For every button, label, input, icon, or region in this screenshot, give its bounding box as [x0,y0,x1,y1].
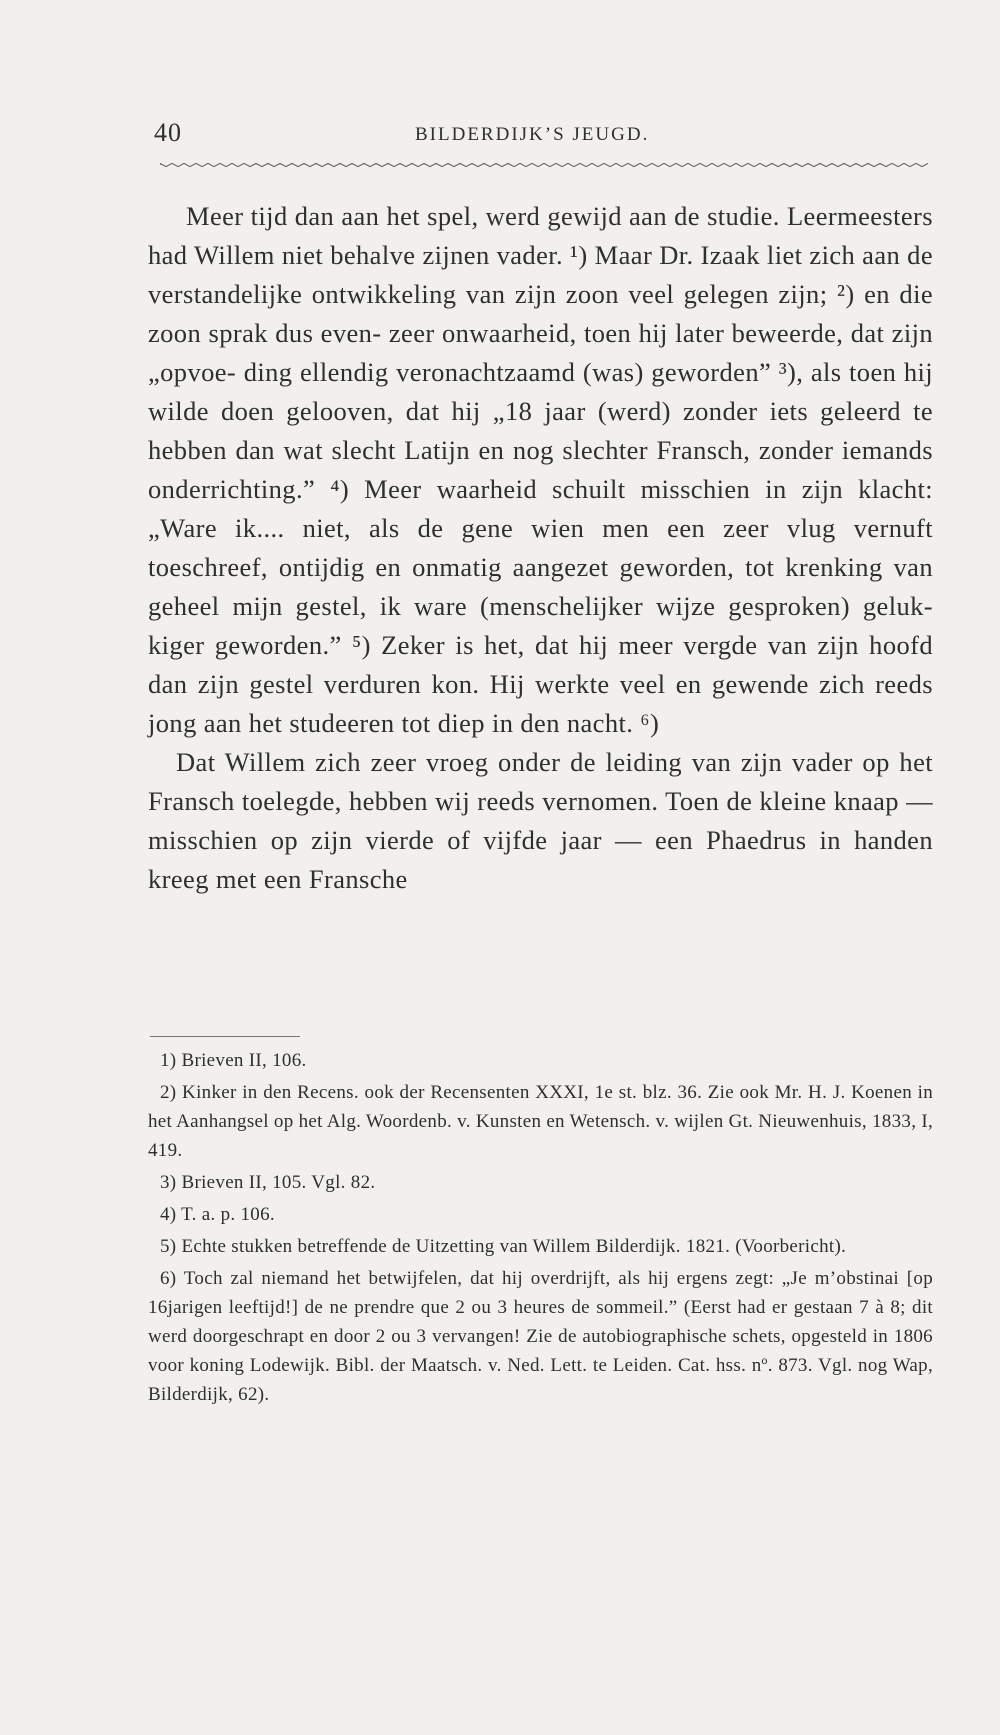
footnote: 6) Toch zal niemand het betwijfelen, dat hij overdrijft, als hij ergens zegt: „Je m’obstinai [op 16jarigen leeftijd!] de ne prendre que 2 ou 3 heures de sommeil.” (Eerst had er gestaan 7 à 8; dit werd doorgeschrapt en door 2 ou 3 vervangen! Zie de autobiographische schets, opgesteld in 1806 voor koning Lodewijk. Bibl. der Maatsch. v. Ned. Lett. te Leiden. Cat. hss. nº. 873. Vgl. nog Wap, Bilderdijk, 62). [148,1268,933,1405]
paragraph: Dat Willem zich zeer vroeg onder de leiding van zijn vader op het Fransch toelegde, hebben wij reeds vernomen. Toen de kleine knaap — misschien op zijn vierde of vijfde jaar — een Phaedrus in handen kreeg met een Fransche [148,747,933,894]
footnote: 2) Kinker in den Recens. ook der Recensenten XXXI, 1e st. blz. 36. Zie ook Mr. H. J. Koenen in het Aanhangsel op het Alg. Woordenb. v. Kunsten en Wetensch. v. wijlen Gt. Nieuwenhuis, 1833, I, 419. [148,1082,933,1161]
page-header [150,112,930,152]
footnote: 3) Brieven II, 105. Vgl. 82. [160,1172,376,1193]
page-number: 40 [154,118,182,147]
body-text [148,197,933,899]
footnote: 4) T. a. p. 106. [160,1204,275,1225]
footnote: 1) Brieven II, 106. [160,1050,307,1071]
running-head: BILDERDIJK’S JEUGD. [415,124,650,145]
footnote-separator [150,1036,300,1037]
paragraph: Meer tijd dan aan het spel, werd gewijd aan de studie. Leermeesters had Willem niet behalve zijnen vader. ¹) Maar Dr. Izaak liet zich aan de verstandelijke ontwikkeling van zijn zoon veel gelegen zijn; ²) en die zoon sprak dus even- zeer onwaarheid, toen hij later beweerde, dat zijn „opvoe- ding ellendig veronachtzaamd (was) geworden” ³), als toen hij wilde doen gelooven, dat hij „18 jaar (werd) zonder iets geleerd te hebben dan wat slecht Latijn en nog slechter Fransch, zonder iemands onderrichting.” ⁴) Meer waarheid schuilt misschien in zijn klacht: „Ware ik.... niet, als de gene wien men een zeer vlug vernuft toeschreef, ontijdig en onmatig aangezet geworden, tot krenking van geheel mijn gestel, ik ware (menschelijker wijze gesproken) geluk- kiger geworden.” ⁵) Zeker is het, dat hij meer vergde van zijn hoofd dan zijn gestel verduren kon. Hij werkte veel en gewende zich reeds jong aan het studeeren tot diep in den nacht. ⁶) [148,201,933,738]
wavy-header-rule [160,160,930,170]
footnotes [148,1046,933,1412]
footnote: 5) Echte stukken betreffende de Uitzetting van Willem Bilderdijk. 1821. (Voorbericht). [160,1236,847,1257]
